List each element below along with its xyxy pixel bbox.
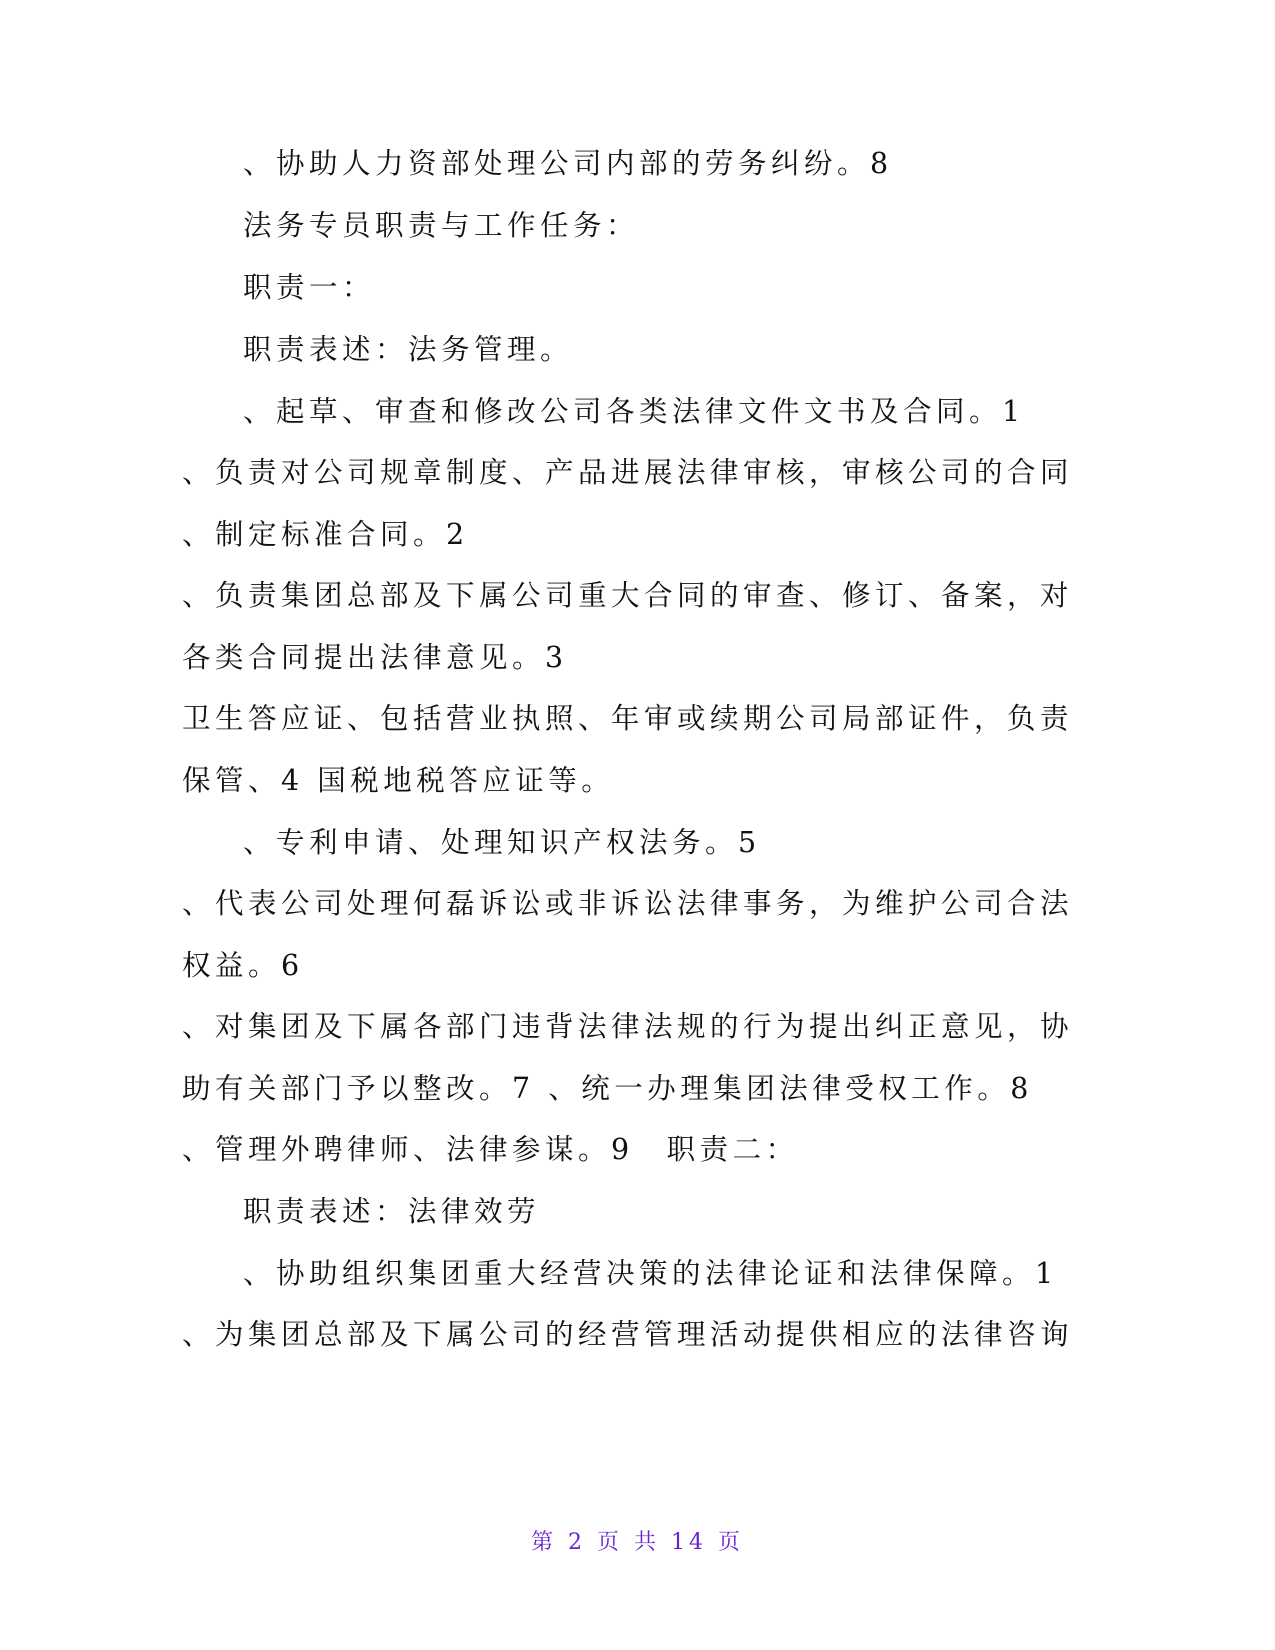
text-line: 、协助人力资部处理公司内部的劳务纠纷。8 (243, 147, 893, 180)
text-line: 、专利申请、处理知识产权法务。5 (243, 826, 761, 859)
text-line: 、负责对公司规章制度、产品进展法律审核，审核公司的合同 (182, 456, 1074, 489)
text-line: 、协助组织集团重大经营决策的法律论证和法律保障。1 (243, 1257, 1058, 1290)
text-line: 、代表公司处理何磊诉讼或非诉讼法律事务，为维护公司合法 (182, 887, 1074, 920)
text-line: 、为集团总部及下属公司的经营管理活动提供相应的法律咨询 (182, 1318, 1074, 1351)
text-line: 权益。6 (182, 949, 304, 982)
text-line: 法务专员职责与工作任务： (243, 209, 640, 242)
text-line: 、管理外聘律师、法律参谋。9 职责二： (182, 1133, 799, 1166)
text-line: 职责一： (243, 271, 376, 304)
text-line: 、负责集团总部及下属公司重大合同的审查、修订、备案，对 (182, 579, 1074, 612)
text-line: 各类合同提出法律意见。3 (182, 641, 568, 674)
text-line: 职责表述：法务管理。 (243, 333, 574, 366)
text-line: 、对集团及下属各部门违背法律法规的行为提出纠正意见，协 (182, 1010, 1074, 1043)
text-line: 卫生答应证、包括营业执照、年审或续期公司局部证件，负责 (182, 702, 1074, 735)
text-line: 、起草、审查和修改公司各类法律文件文书及合同。1 (243, 395, 1025, 428)
text-line: 助有关部门予以整改。7 、统一办理集团法律受权工作。8 (182, 1072, 1033, 1105)
text-line: 保管、4 国税地税答应证等。 (182, 764, 615, 797)
text-line: 、制定标准合同。2 (182, 518, 469, 551)
page-number-footer: 第 2 页 共 14 页 (531, 1530, 744, 1555)
text-line: 职责表述：法律效劳 (243, 1195, 541, 1228)
